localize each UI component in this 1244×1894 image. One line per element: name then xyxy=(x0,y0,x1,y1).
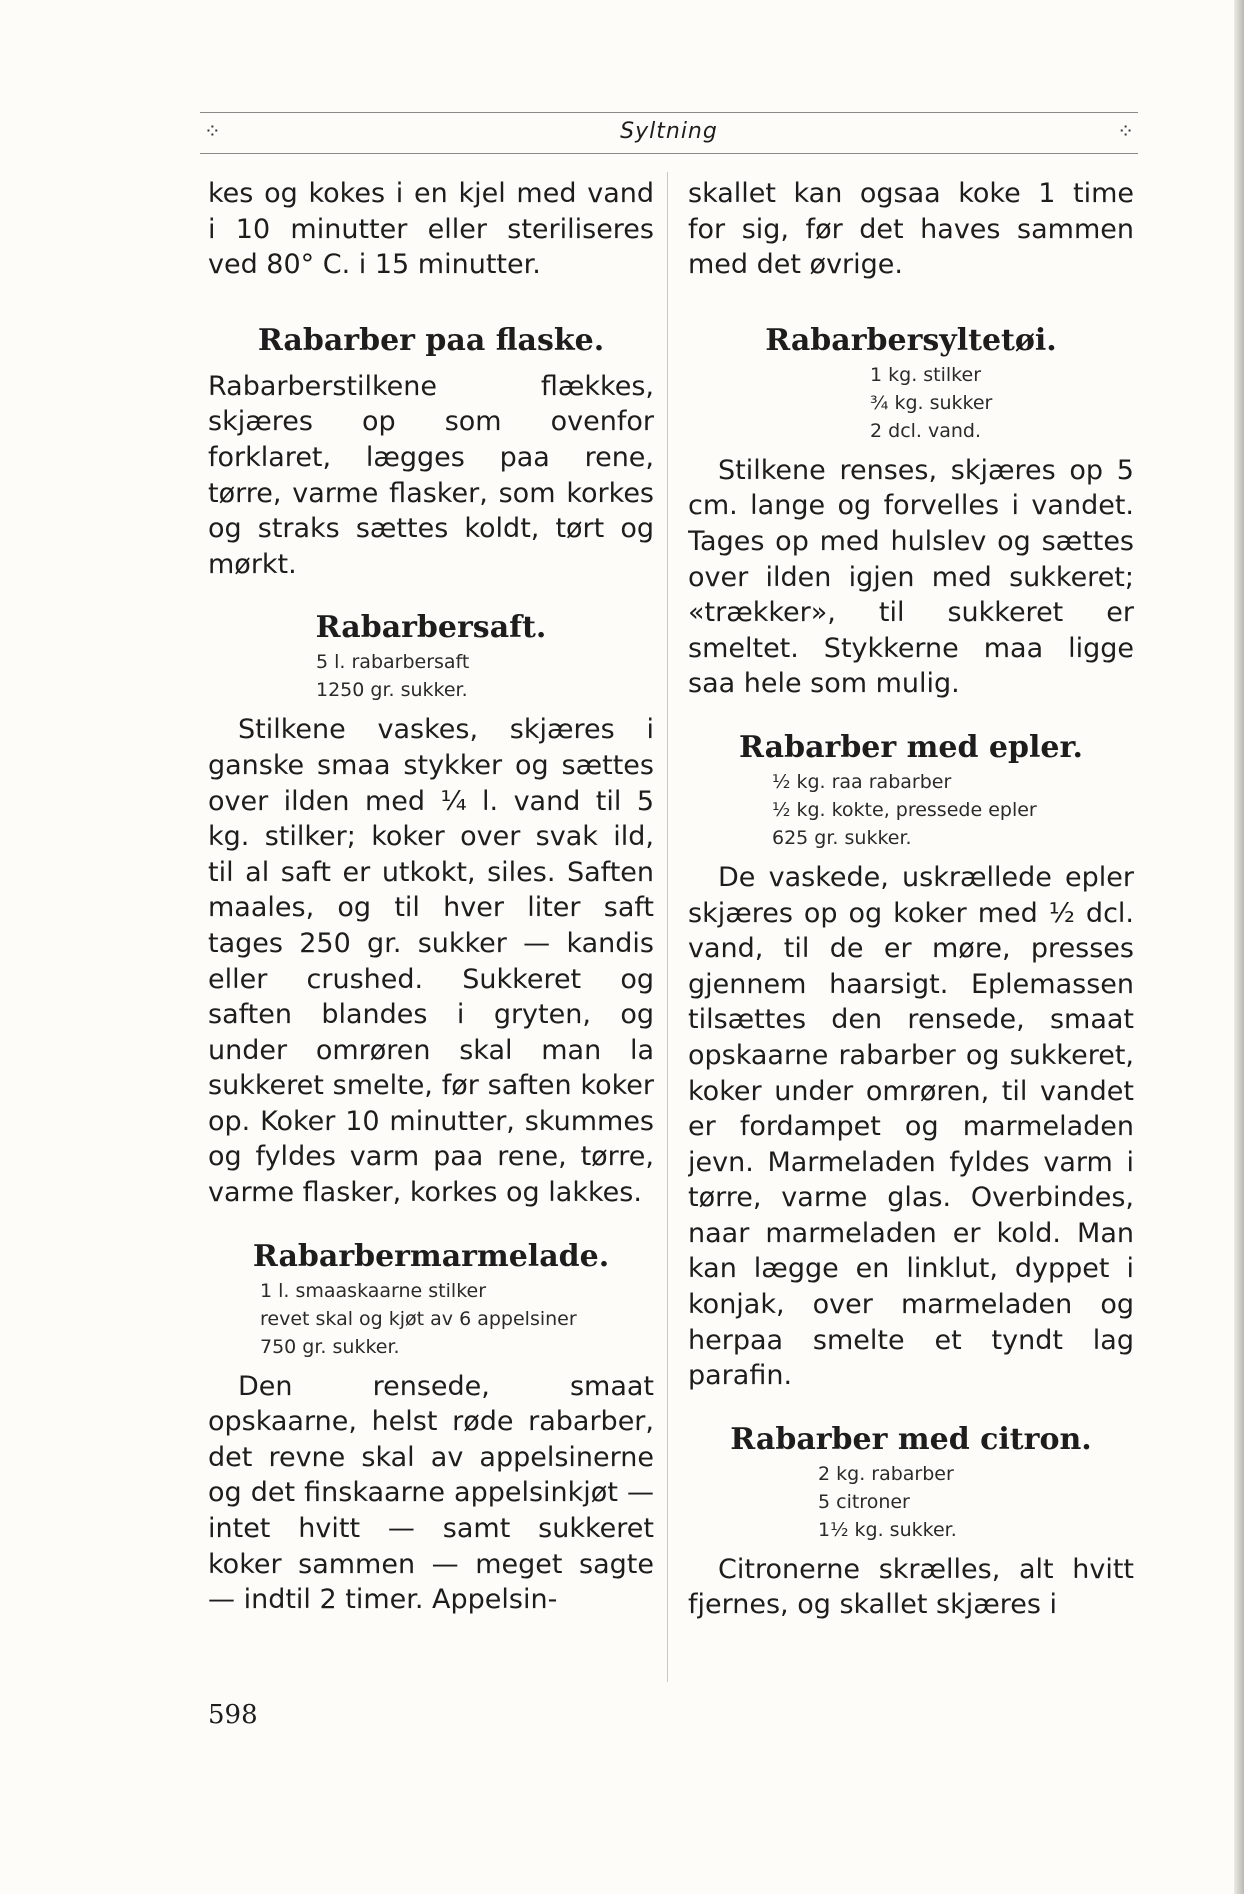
recipe-body: Stilkene renses, skjæres op 5 cm. lange og forvelles i vandet. Tages op med hulslev og sættes over ilden igjen med sukkeret; «trækker», til sukkeret er smeltet. Stykkerne maa ligge saa hele som mulig. xyxy=(688,454,1134,700)
recipe-heading: Rabarber med citron. xyxy=(730,1421,1092,1457)
continued-text: kes og kokes i en kjel med vand i 10 minutter eller steriliseres ved 80° C. i 15 minutter. xyxy=(208,178,654,281)
ingredient-item: 5 citroner xyxy=(818,1490,910,1513)
ingredient-item: 2 dcl. vand. xyxy=(870,419,982,442)
recipe-body: Rabarberstilkene flækkes, skjæres op som ovenfor forklaret, lægges paa rene, tørre, varme flasker, som korkes og straks sættes koldt, tørt og mørkt. xyxy=(208,370,654,580)
ingredient-item: ¾ kg. sukker xyxy=(870,391,993,414)
ingredient-item: 1 l. smaaskaarne stilker xyxy=(260,1279,487,1302)
ingredient-item: 5 l. rabarbersaft xyxy=(316,651,470,674)
ingredient-item: 1 kg. stilker xyxy=(870,363,982,386)
column-divider xyxy=(667,172,668,1682)
recipe-heading: Rabarbersaft. xyxy=(315,610,547,646)
page-edge xyxy=(1234,0,1244,1894)
ingredient-item: 750 gr. sukker. xyxy=(260,1335,400,1358)
recipe-heading: Rabarbermarmelade. xyxy=(252,1238,610,1274)
recipe-heading: Rabarber med epler. xyxy=(739,729,1083,765)
ornament-left-icon: ⁘ xyxy=(204,119,221,143)
recipe-heading: Rabarber paa flaske. xyxy=(257,322,605,358)
ingredient-item: 2 kg. rabarber xyxy=(818,1462,954,1485)
ingredient-list xyxy=(688,1460,1134,1544)
ingredient-item: 1250 gr. sukker. xyxy=(316,679,468,702)
running-header xyxy=(200,112,1138,154)
left-column xyxy=(208,176,654,1680)
ingredient-list xyxy=(208,1277,654,1361)
ingredient-list xyxy=(208,648,654,704)
header-title: Syltning xyxy=(620,119,718,144)
ingredient-list xyxy=(688,361,1134,445)
ingredient-list xyxy=(688,768,1134,852)
ingredient-item: 1½ kg. sukker. xyxy=(818,1518,957,1541)
ingredient-item: 625 gr. sukker. xyxy=(772,826,912,849)
recipe-body: Citronerne skrælles, alt hvitt fjernes, og skallet skjæres i xyxy=(688,1553,1134,1621)
recipe-heading: Rabarbersyltetøi. xyxy=(765,322,1057,358)
right-column xyxy=(688,176,1134,1680)
recipe-body: Den rensede, smaat opskaarne, helst røde rabarber, det revne skal av appelsinerne og det finskaarne appelsinkjøt — intet hvitt — samt sukkeret koker sammen — meget sagte — indtil 2 timer. Appelsin- xyxy=(208,1370,654,1616)
recipe-body: De vaskede, uskrællede epler skjæres op og koker med ½ dcl. vand, til de er møre, presses gjennem haarsigt. Eplemassen tilsættes den rensede, smaat opskaarne rabarber og sukkeret, koker under omrøren, til vandet er fordampet og marmeladen jevn. Marmeladen fyldes varm i tørre, varme glas. Overbindes, naar marmeladen er kold. Man kan lægge en linklut, dyppet i konjak, over marmeladen og herpaa smelte et tyndt lag parafin. xyxy=(688,861,1134,1392)
continued-text: skallet kan ogsaa koke 1 time for sig, før det haves sammen med det øvrige. xyxy=(688,178,1134,281)
ornament-right-icon: ⁘ xyxy=(1117,119,1134,143)
page-number: 598 xyxy=(208,1700,258,1730)
recipe-body: Stilkene vaskes, skjæres i ganske smaa stykker og sættes over ilden med ¼ l. vand til 5 kg. stilker; koker over svak ild, til al saft er utkokt, siles. Saften maales, og til hver liter saft tages 250 gr. sukker — kandis eller crushed. Sukkeret og saften blandes i gryten, og under omrøren skal man la sukkeret smelte, før saften koker op. Koker 10 minutter, skummes og fyldes varm paa rene, tørre, varme flasker, korkes og lakkes. xyxy=(208,714,654,1209)
ingredient-item: revet skal og kjøt av 6 appelsiner xyxy=(260,1307,577,1330)
ingredient-item: ½ kg. raa rabarber xyxy=(772,770,952,793)
ingredient-item: ½ kg. kokte, pressede epler xyxy=(772,798,1037,821)
